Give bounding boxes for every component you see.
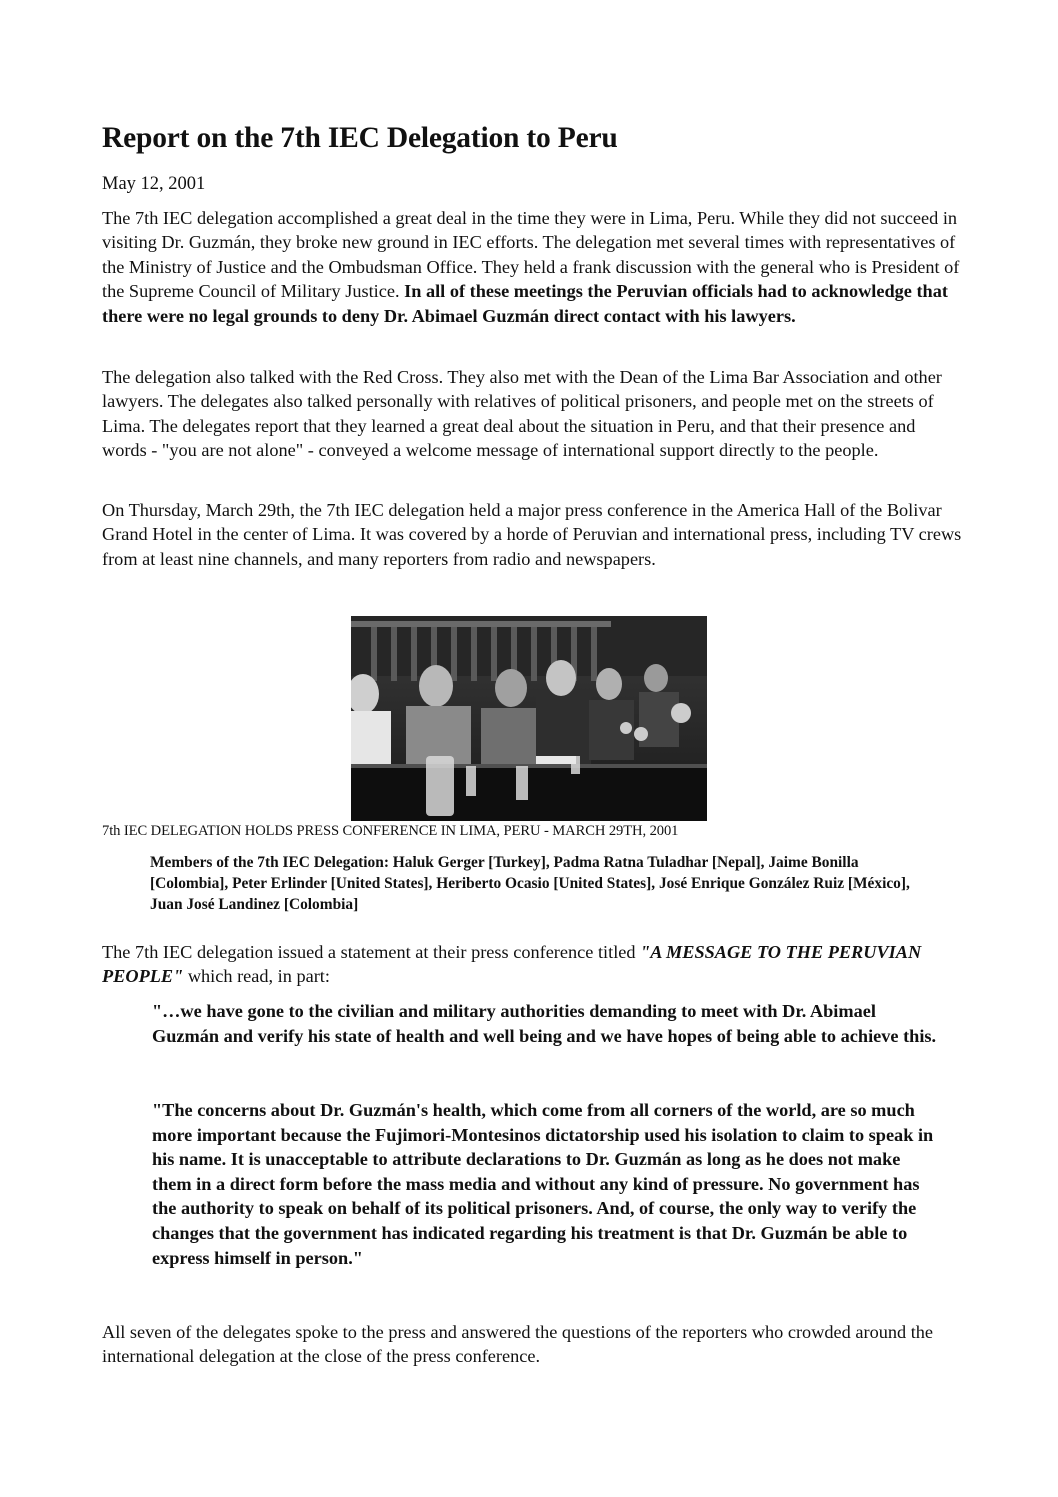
photo-caption: 7th IEC DELEGATION HOLDS PRESS CONFERENCE IN LIMA, PERU - MARCH 29TH, 2001 bbox=[102, 823, 679, 839]
quote-second: "The concerns about Dr. Guzmán's health, which come from all corners of the world, are so much more important because the Fujimori-Montesinos dictatorship used his isolation to claim to speak in his name. It is unacceptable to attribute declarations to Dr. Guzmán as long as he does not make them in a direct form before the mass media and without any kind of pressure. No government has the authority to speak on behalf of its political prisoners. And, of course, the only way to verify the changes that the government has indicated regarding his treatment is that Dr. Guzmán be able to express himself in person." bbox=[152, 1100, 934, 1268]
quote-first: "…we have gone to the civilian and military authorities demanding to meet with Dr. Abimael Guzmán and verify his state of health and well being and we have hopes of being able to achieve this. bbox=[152, 1001, 937, 1046]
paragraph-red-cross: The delegation also talked with the Red Cross. They also met with the Dean of the Lima Bar Association and other lawyers. The delegates also talked personally with relatives of political prisoners, and people met on the streets of Lima. The delegates report that they learned a great deal about the situation in Peru, and that their presence and words - "you are not alone" - conveyed a welcome message of international support directly to the people. bbox=[102, 367, 942, 461]
paragraph-press-conference: On Thursday, March 29th, the 7th IEC delegation held a major press conference in the America Hall of the Bolivar Grand Hotel in the center of Lima. It was covered by a horde of Peruvian and international press, including TV crews from at least nine channels, and many reporters from radio and newspapers. bbox=[102, 500, 962, 569]
press-conference-photo bbox=[351, 616, 707, 821]
delegation-members: Members of the 7th IEC Delegation: Haluk Gerger [Turkey], Padma Ratna Tuladhar [Nepal], Jaime Bonilla [Colombia], Peter Erlinder [United States], Heriberto Ocasio [United States], José Enrique González Ruiz [México], Juan José Landinez [Colombia] bbox=[150, 854, 910, 913]
statement-title: "A MESSAGE TO THE PERUVIAN PEOPLE" bbox=[102, 942, 922, 987]
paragraph-meetings-text: The 7th IEC delegation accomplished a great deal in the time they were in Lima, Peru. While they did not succeed in visiting Dr. Guzmán, they broke new ground in IEC efforts. The delegation met several times with representatives of the Ministry of Justice and the Ombudsman Office. They held a frank discussion with the general who is President of the Supreme Council of Military Justice. bbox=[102, 208, 960, 302]
paragraph-meetings bbox=[102, 206, 962, 328]
press-conference-photo-image bbox=[351, 616, 707, 821]
page-title: Report on the 7th IEC Delegation to Peru bbox=[102, 122, 618, 154]
statement-intro-after: which read, in part: bbox=[183, 966, 330, 987]
paragraph-closing: All seven of the delegates spoke to the press and answered the questions of the reporters who crowded around the international delegation at the close of the press conference. bbox=[102, 1322, 934, 1367]
statement-intro-before: The 7th IEC delegation issued a statement at their press conference titled bbox=[102, 942, 641, 962]
report-date: May 12, 2001 bbox=[102, 174, 206, 194]
paragraph-statement-intro bbox=[102, 940, 962, 989]
paragraph-meetings-bold: In all of these meetings the Peruvian officials had to acknowledge that there were no legal grounds to deny Dr. Abimael Guzmán direct contact with his lawyers. bbox=[102, 281, 948, 326]
